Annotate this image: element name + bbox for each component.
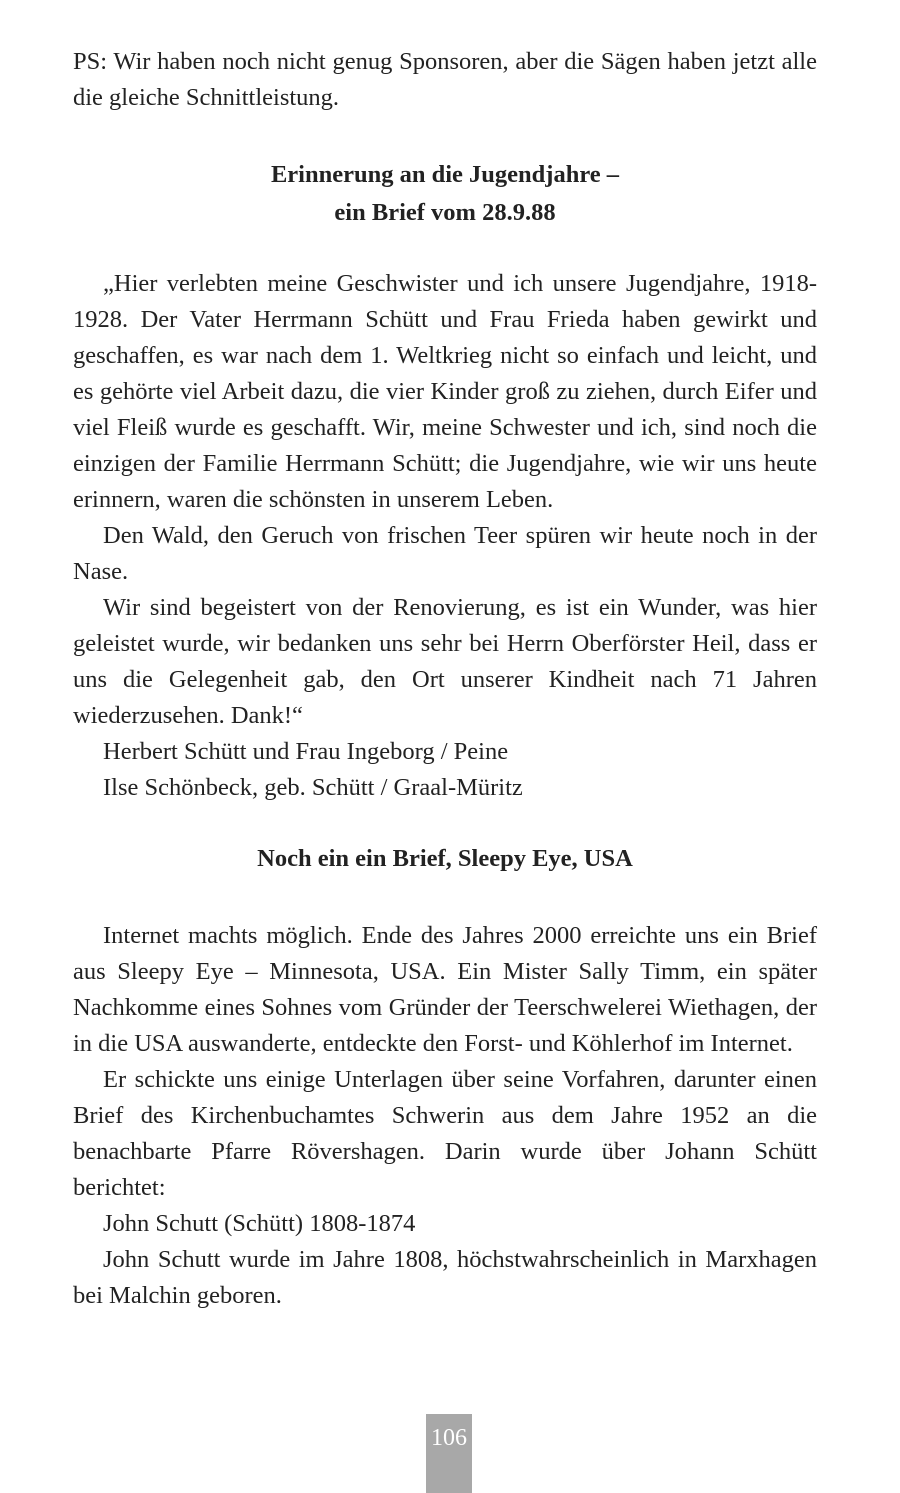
signature-line-1: Herbert Schütt und Frau Ingeborg / Peine [103, 738, 509, 765]
section1-paragraph-3: Wir sind begeistert von der Renovierung, es ist ein Wunder, was hier geleistet wurde, wir bedanken uns sehr bei Herrn Oberförster Heil, dass er uns die Gelegenheit gab, den Ort unserer Kindheit nach 71 Jahren wiederzusehen. Dank!“ [73, 594, 817, 729]
section2-paragraph-3: John Schutt wurde im Jahre 1808, höchstwahrscheinlich in Marxhagen bei Malchin geboren. [73, 1246, 817, 1309]
ps-paragraph: PS: Wir haben noch nicht genug Sponsoren, aber die Sägen haben jetzt alle die gleiche Schnittleistung. [73, 48, 817, 111]
section2-body [73, 918, 817, 1314]
page-number: 106 [426, 1414, 472, 1493]
section2-title: Noch ein ein Brief, Sleepy Eye, USA [257, 845, 633, 872]
section1-paragraph-1: „Hier verlebten meine Geschwister und ich unsere Jugendjahre, 1918-1928. Der Vater Herrmann Schütt und Frau Frieda haben gewirkt und geschaffen, es war nach dem 1. Weltkrieg nicht so einfach und leicht, und es gehörte viel Arbeit dazu, die vier Kinder groß zu ziehen, durch Eifer und viel Fleiß wurde es geschafft. Wir, meine Schwester und ich, sind noch die einzigen der Familie Herrmann Schütt; die Jugendjahre, wie wir uns heute erinnern, waren die schönsten in unserem Leben. [73, 270, 817, 513]
section2-line-1: John Schutt (Schütt) 1808-1874 [103, 1210, 416, 1237]
section1-title-line2: ein Brief vom 28.9.88 [334, 199, 556, 226]
section1-title-line1: Erinnerung an die Jugendjahre – [270, 161, 620, 188]
section2-paragraph-2: Er schickte uns einige Unterlagen über seine Vorfahren, darunter einen Brief des Kirchenbuchamtes Schwerin aus dem Jahre 1952 an die benachbarte Pfarre Rövershagen. Darin wurde über Johann Schütt berichtet: [73, 1066, 817, 1201]
page-content [73, 44, 817, 1314]
section1-heading [73, 156, 817, 232]
section2-paragraph-1: Internet machts möglich. Ende des Jahres 2000 erreichte uns ein Brief aus Sleepy Eye – Minnesota, USA. Ein Mister Sally Timm, ein später Nachkomme eines Sohnes vom Gründer der Teerschwelerei Wiethagen, der in die USA auswanderte, entdeckte den Forst- und Köhlerhof im Internet. [73, 922, 817, 1057]
section1-paragraph-2: Den Wald, den Geruch von frischen Teer spüren wir heute noch in der Nase. [73, 522, 817, 585]
signature-line-2: Ilse Schönbeck, geb. Schütt / Graal-Müritz [103, 774, 523, 801]
section1-body [73, 266, 817, 806]
